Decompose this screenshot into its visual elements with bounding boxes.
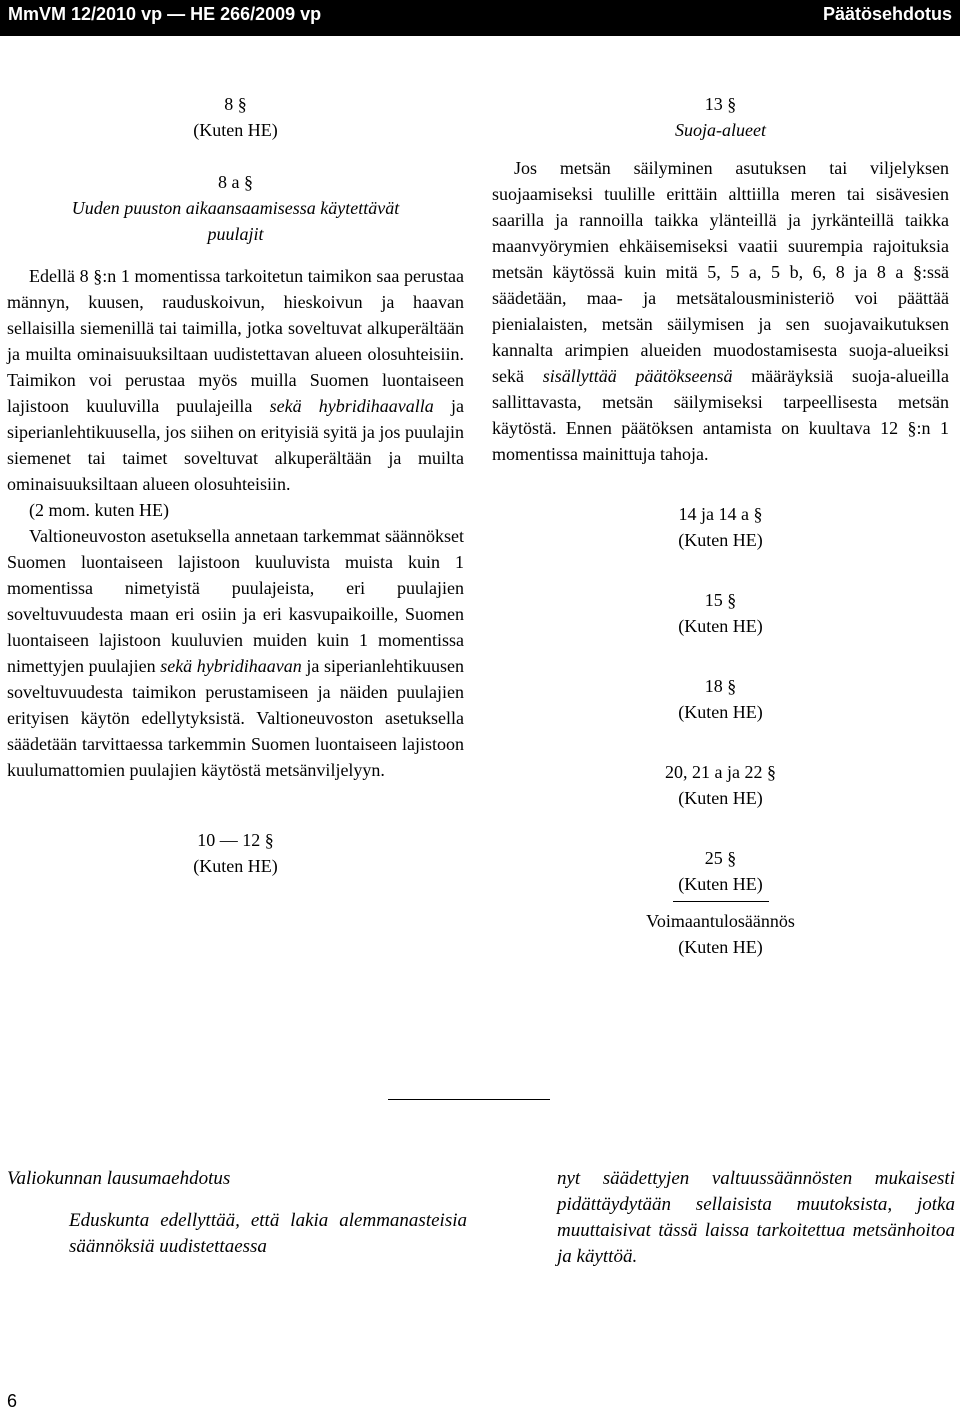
entry-into-force-note: (Kuten HE) xyxy=(678,937,763,957)
section-8-heading: 8 § xyxy=(224,94,247,114)
statement-left xyxy=(7,1166,467,1260)
section-14-note: (Kuten HE) xyxy=(678,530,763,550)
section-8a-heading: 8 a § xyxy=(218,172,253,192)
document-type: Päätösehdotus xyxy=(822,4,952,24)
section-15-heading: 15 § xyxy=(704,590,737,610)
statement-text-left: Eduskunta edellyttää, että lakia alemmanasteisia säännöksiä uudistettaessa xyxy=(69,1210,467,1257)
right-column xyxy=(492,91,949,960)
section-25-note: (Kuten HE) xyxy=(678,874,763,894)
section-14-heading: 14 ja 14 a § xyxy=(678,504,763,524)
section-20-heading: 20, 21 a ja 22 § xyxy=(665,762,776,782)
section-8a-moment-2-note: (2 mom. kuten HE) xyxy=(29,500,169,520)
section-8a-title-line2: puulajit xyxy=(207,224,264,244)
entry-into-force-heading: Voimaantulosäännös xyxy=(646,911,795,931)
section-10-12-note: (Kuten HE) xyxy=(193,856,278,876)
left-column xyxy=(7,91,464,879)
section-divider xyxy=(673,901,769,902)
section-8a-paragraph-3: Valtioneuvoston asetuksella annetaan tarkemmat säännökset Suomen luontaiseen lajistoon kuuluvista muista kuin 1 momentissa nimetyistä puulajeista, eri puulajien soveltuvuudesta maan eri osiin ja eri kasvupaikoille, Suomen luontaiseen lajistoon kuuluvien muiden kuin 1 momentissa nimettyjen puulajien sekä hybridihaavan ja siperianlehtikuusen soveltuvuudesta taimikon perustamiseen ja näiden puulajien erityisen käytön edellytyksistä. Valtioneuvoston asetuksella säädetään tarvittaessa tarkemmin Suomen luontaiseen lajistoon kuulumattomien puulajien käytöstä metsänviljelyyn. xyxy=(7,526,464,780)
section-25-heading: 25 § xyxy=(704,848,737,868)
section-18-heading: 18 § xyxy=(704,676,737,696)
page-number: 6 xyxy=(7,1391,18,1411)
statement-text-right: nyt säädettyjen valtuussäännösten mukaisesti pidättäydytään sellaisista muutoksista, jotka muuttaisivat tässä laissa tarkoitettua metsänhoitoa ja käyttöä. xyxy=(557,1168,955,1267)
section-15-note: (Kuten HE) xyxy=(678,616,763,636)
document-reference: MmVM 12/2010 vp — HE 266/2009 vp xyxy=(8,4,322,24)
section-18-note: (Kuten HE) xyxy=(678,702,763,722)
section-8a-paragraph-1: Edellä 8 §:n 1 momentissa tarkoitetun taimikon saa perustaa männyn, kuusen, rauduskoivun, hieskoivun ja haavan sellaisilla siemenillä tai taimilla, jotka soveltuvat alkuperältään ja muilta ominaisuuksiltaan uudistettavan alueen olosuhteisiin. Taimikon voi perustaa myös muilla Suomen luontaiseen lajistoon kuuluvilla puulajeilla sekä hybridihaavalla ja siperianlehtikuusella, jos siihen on erityisiä syitä ja jos puulajin siemenet tai taimet soveltuvat alkuperältään ja muilta ominaisuuksiltaan alueen olosuhteisiin. xyxy=(7,266,464,494)
section-10-12-heading: 10 — 12 § xyxy=(197,830,274,850)
section-13-heading: 13 § xyxy=(704,94,737,114)
section-8-note: (Kuten HE) xyxy=(193,120,278,140)
section-13-paragraph: Jos metsän säilyminen asutuksen tai viljelyksen suojaamiseksi tuulille erittäin alttiilla meren tai sisävesien saarilla ja rannoilla taikka ylänteillä ja jyrkänteillä taikka maanvyörymien ehkäisemiseksi vaatii suurempia rajoituksia metsän käytössä kuin mitä 5, 5 a, 5 b, 6, 8 ja 8 a §:ssä säädetään, maa- ja metsätalousministeriö voi päättää pienialaisten, metsän säilymisen ja sen suojavaikutuksen kannalta arimpien alueiden muodostamisesta suoja-alueiksi sekä sisällyttää päätökseensä määräyksiä suoja-alueilla sallittavasta, metsän säilymiseksi tarpeellisesta metsän käytöstä. Ennen päätöksen antamista on kuultava 12 §:n 1 momentissa mainittuja tahoja. xyxy=(492,158,950,464)
section-20-note: (Kuten HE) xyxy=(678,788,763,808)
section-8a-title-line1: Uuden puuston aikaansaamisessa käytettävät xyxy=(71,198,400,218)
section-13-title: Suoja-alueet xyxy=(675,120,766,140)
page-header xyxy=(0,0,960,36)
end-of-law-rule xyxy=(388,1099,550,1100)
statement-heading: Valiokunnan lausumaehdotus xyxy=(7,1168,231,1189)
